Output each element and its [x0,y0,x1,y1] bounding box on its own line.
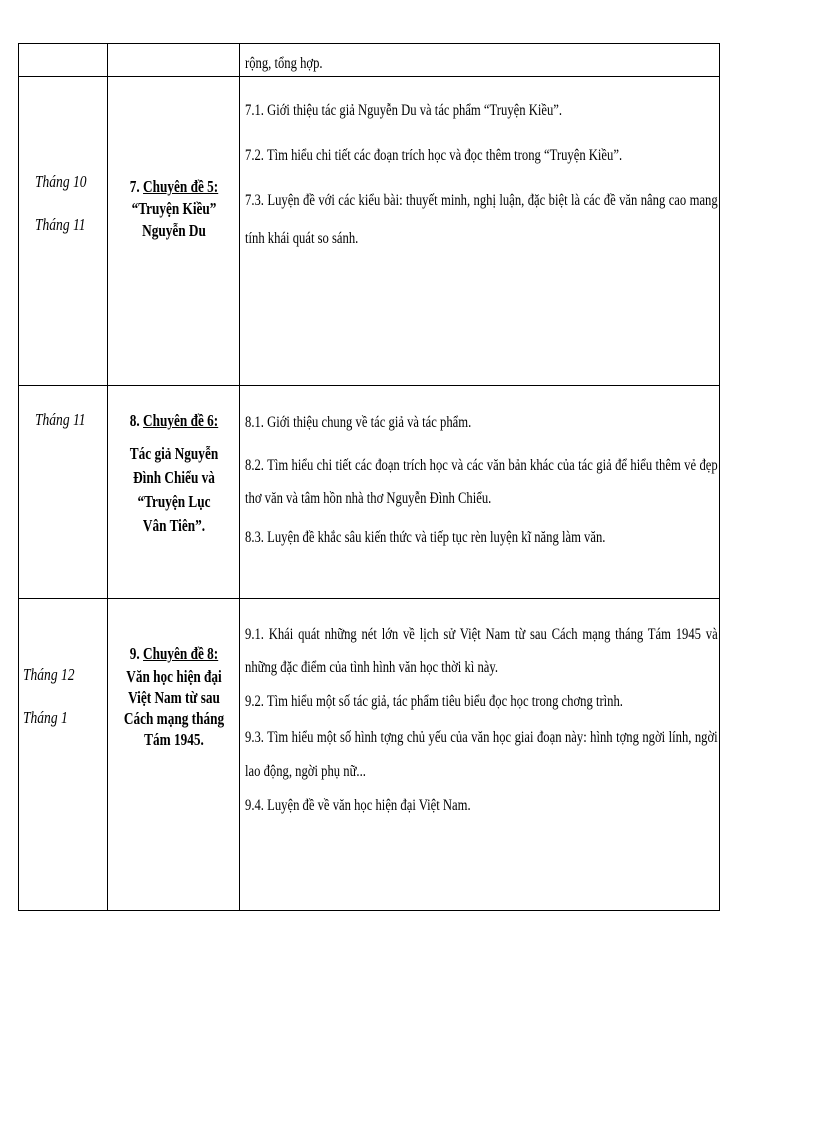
topic-cell [108,77,240,386]
content-item: 9.3. Tìm hiểu một số hình tợng chủ yếu của văn học giai đoạn này: hình tợng ngời lính, ngời lao động, ngời phụ nữ... [245,729,719,780]
topic-title: Tác giả Nguyễn Đình Chiểu và “Truyện Lục Vân Tiên”. [129,444,219,535]
topic-heading [112,409,237,433]
content-item: 9.4. Luyện đề về văn học hiện đại Việt Nam. [245,797,471,814]
month-label: Tháng 11 [35,410,86,429]
content-item: 7.2. Tìm hiểu chi tiết các đoạn trích học và đọc thêm trong “Truyện Kiều”. [245,147,623,164]
content-cell [240,77,720,386]
table-row [19,77,720,386]
month-label: Tháng 11 [35,215,86,234]
content-item: 7.3. Luyện đề với các kiểu bài: thuyết minh, nghị luận, đặc biệt là các đề văn nâng cao mang tính khái quát so sánh. [245,192,719,247]
topic-label: Chuyên đề 8: [143,644,219,663]
topic-heading [112,643,237,664]
topic-label: Chuyên đề 5: [143,177,219,196]
month-cell [19,44,108,77]
month-label: Tháng 12 [23,665,75,684]
content-item: 8.2. Tìm hiểu chi tiết các đoạn trích học và các văn bản khác của tác giả để hiểu thêm vẻ đẹp thơ văn và tâm hồn nhà thơ Nguyễn Đình Chiểu. [245,457,719,507]
topic-cell [108,44,240,77]
topic-number: 8. [129,411,140,430]
content-item: 9.2. Tìm hiểu một số tác giả, tác phẩm tiêu biểu đọc học trong chơng trình. [245,693,624,710]
topic-title: Văn học hiện đại Việt Nam từ sau Cách mạng tháng Tám 1945. [124,667,225,749]
content-item: 9.1. Khái quát những nét lớn về lịch sử Việt Nam từ sau Cách mạng tháng Tám 1945 và những đặc điểm của tình hình văn học thời kì này. [245,626,719,676]
month-cell [19,386,108,599]
topic-cell [108,599,240,911]
curriculum-table [18,43,720,911]
content-item: 8.3. Luyện đề khắc sâu kiến thức và tiếp tục rèn luyện kĩ năng làm văn. [245,529,606,546]
topic-number: 9. [129,644,140,663]
content-cell [240,386,720,599]
content-item: 8.1. Giới thiệu chung về tác giả và tác phẩm. [245,414,472,431]
table-row [19,44,720,77]
topic-title: “Truyện Kiều” Nguyễn Du [131,199,217,240]
topic-cell [108,386,240,599]
month-label: Tháng 10 [35,172,87,191]
content-cell [240,44,720,77]
topic-heading [112,176,237,198]
month-cell [19,599,108,911]
table-row [19,386,720,599]
month-cell [19,77,108,386]
content-item: 7.1. Giới thiệu tác giả Nguyễn Du và tác phẩm “Truyện Kiều”. [245,102,563,119]
topic-number: 7. [129,177,140,196]
content-cell [240,599,720,911]
table-row [19,599,720,911]
month-label: Tháng 1 [23,708,68,727]
content-item: rộng, tổng hợp. [245,55,323,72]
topic-label: Chuyên đề 6: [143,411,219,430]
